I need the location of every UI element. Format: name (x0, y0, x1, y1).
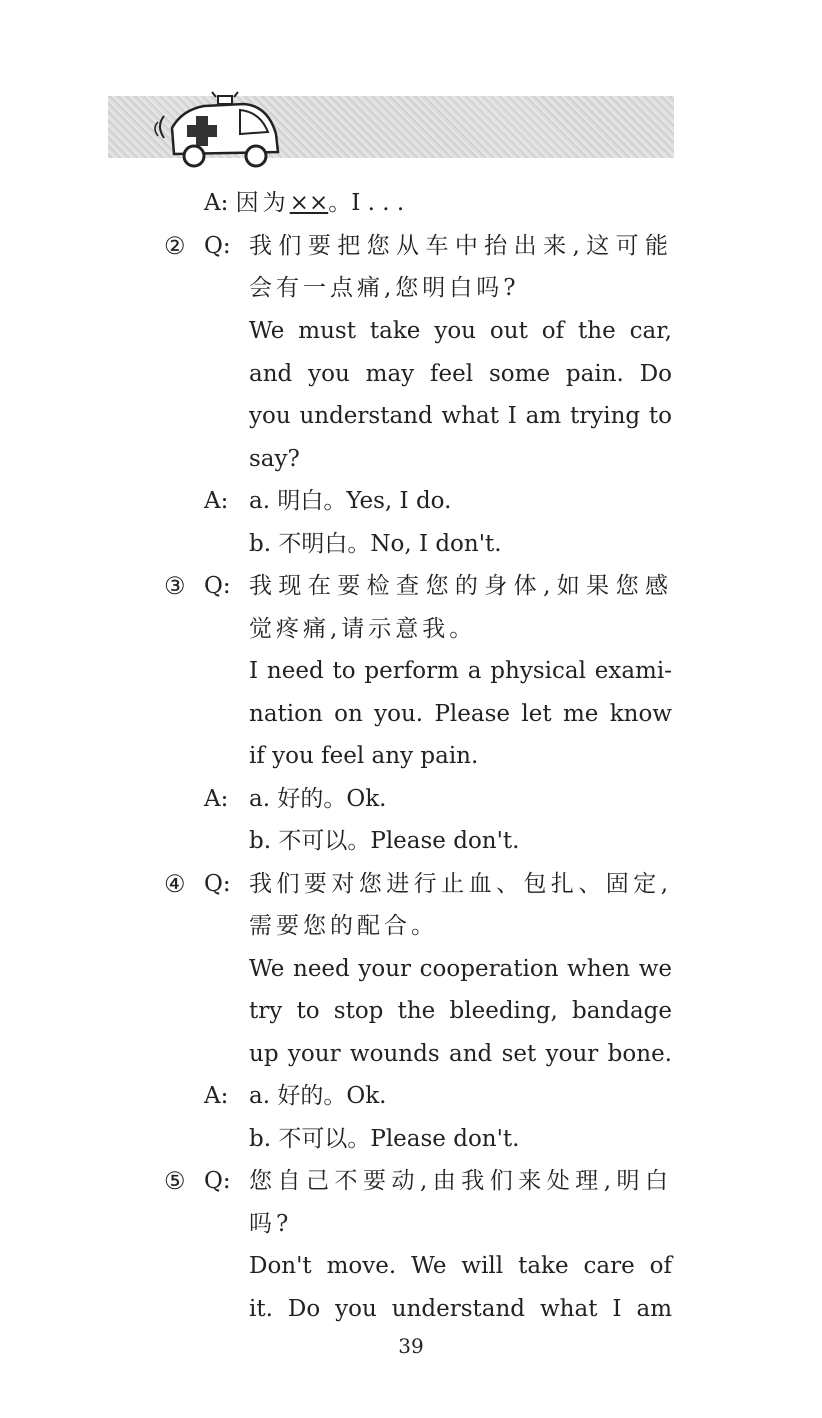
answer-line: b. 不可以。Please don't. (249, 828, 520, 854)
question-en-line: if you feel any pain. (249, 743, 479, 769)
question-en-line: up your wounds and set your bone. (249, 1041, 672, 1067)
ambulance-icon (152, 88, 284, 172)
question-en-line: and you may feel some pain. Do (249, 361, 672, 387)
question-en-line: say? (249, 446, 300, 472)
question-en-line: you understand what I am trying to (249, 403, 672, 429)
answer-line: a. 好的。Ok. (249, 1083, 387, 1109)
intro-answer: A: 因为××。I . . . (204, 190, 405, 216)
question-cn-line: 我们要把您从车中抬出来,这可能 (249, 233, 672, 259)
question-en-line: I need to perform a physical exami- (249, 658, 672, 684)
page-number: 39 (398, 1334, 424, 1358)
question-en-line: We must take you out of the car, (249, 318, 672, 344)
question-cn-line: 需要您的配合。 (249, 913, 438, 939)
answer-line: b. 不可以。Please don't. (249, 1126, 520, 1152)
question-cn-line: 吗? (249, 1211, 293, 1237)
question-en-line: it. Do you understand what I am (249, 1296, 672, 1322)
question-cn-line: 我现在要检查您的身体,如果您感 (249, 573, 672, 599)
answer-line: a. 好的。Ok. (249, 786, 387, 812)
question-cn-line: 会有一点痛,您明白吗? (249, 275, 520, 301)
question-en-line: nation on you. Please let me know (249, 701, 672, 727)
question-en-line: try to stop the bleeding, bandage (249, 998, 672, 1024)
question-cn-line: 觉疼痛,请示意我。 (249, 616, 477, 642)
question-cn-line: 您自己不要动,由我们来处理,明白 (249, 1168, 672, 1194)
question-en-line: We need your cooperation when we (249, 956, 672, 982)
answer-line: a. 明白。Yes, I do. (249, 488, 452, 514)
question-cn-line: 我们要对您进行止血、包扎、固定, (249, 871, 672, 897)
question-en-line: Don't move. We will take care of (249, 1253, 672, 1279)
answer-line: b. 不明白。No, I don't. (249, 531, 502, 557)
